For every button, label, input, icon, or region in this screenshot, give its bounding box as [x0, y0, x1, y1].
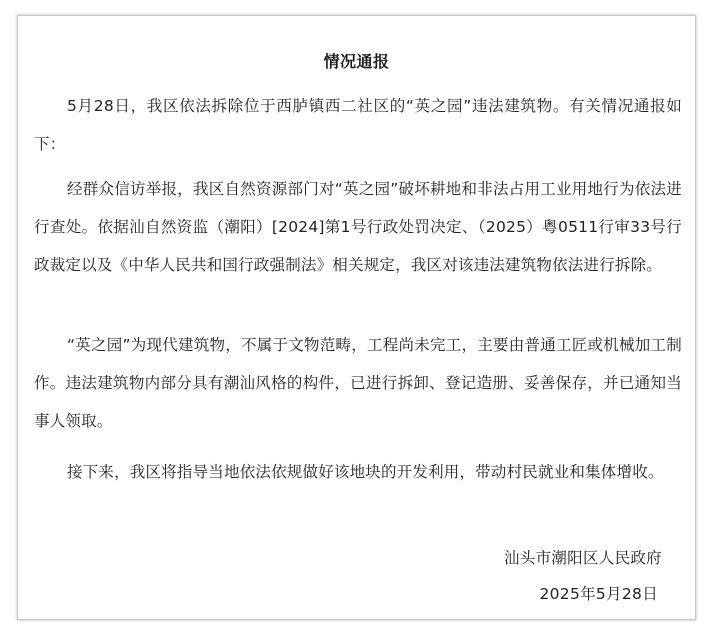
signature-date: 2025年5月28日 [539, 585, 658, 603]
signature-organization: 汕头市潮阳区人民政府 [503, 549, 662, 567]
paragraph-next-steps: 接下来，我区将指导当地依法依规做好该地块的开发利用，带动村民就业和集体增收。 [67, 463, 664, 481]
paragraph-intro: 5月28日，我区依法拆除位于西胪镇西二社区的“英之园”违法建筑物。有关情况通报如下： [34, 97, 682, 153]
notice-card [17, 15, 696, 620]
paragraph-building-status: “英之园”为现代建筑物，不属于文物范畴，工程尚未完工，主要由普通工匠或机械加工制作。违法建筑物内部分具有潮汕风格的构件，已进行拆卸、登记造册、妥善保存，并已通知当事人领取。 [34, 336, 682, 430]
paragraph-investigation: 经群众信访举报，我区自然资源部门对“英之园”破坏耕地和非法占用工业用地行为依法进行查处。依据汕自然资监（潮阳）[2024]第1号行政处罚决定、（2025）粤0511行审33号行政裁定以及《中华人民共和国行政强制法》相关规定，我区对该违法建筑物依法进行拆除。 [34, 180, 682, 274]
document-title: 情况通报 [323, 52, 390, 71]
